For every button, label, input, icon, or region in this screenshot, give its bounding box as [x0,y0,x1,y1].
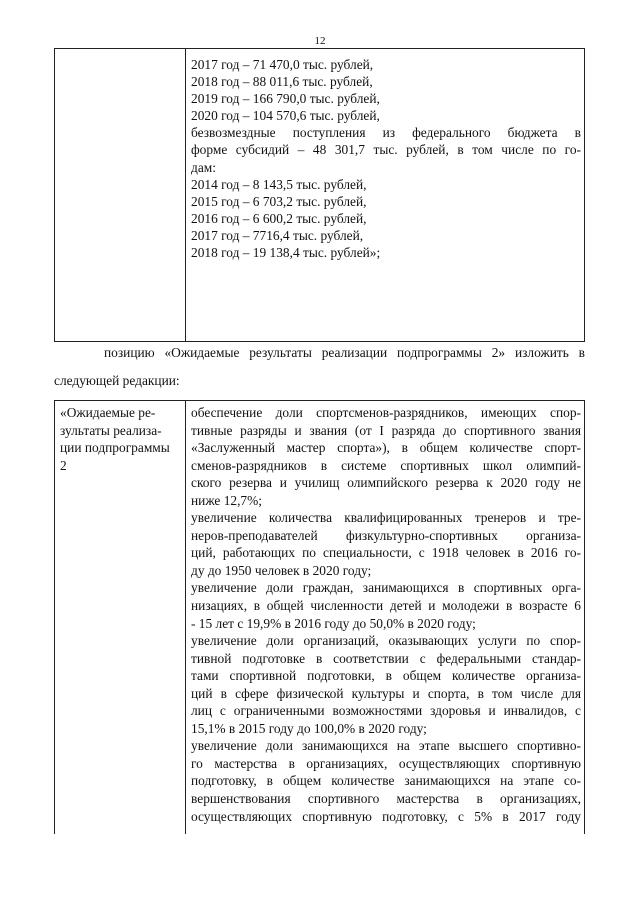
result-line: увеличение доли организаций, оказывающих услуги по спор- [191,633,581,649]
result-line: подготовку, в общем количестве занимающихся на этапе со- [191,773,581,789]
funding-line: 2018 год – 19 138,4 тыс. рублей»; [191,245,381,261]
funding-line: 2017 год – 7716,4 тыс. рублей, [191,227,364,243]
funding-line: 2014 год – 8 143,5 тыс. рублей, [191,176,367,192]
label-line: 2 [60,457,67,473]
result-line: ций, работающих по специальности, с 1918 человек в 2016 го- [191,545,581,561]
expected-results-label [60,404,184,474]
funding-table-right-cell [191,56,581,261]
result-line: увеличение количества квалифицированных тренеров и тре- [191,510,581,526]
funding-line: 2019 год – 166 790,0 тыс. рублей, [191,91,380,107]
result-line: тами спортивной подготовки, в общем количестве организа- [191,668,581,684]
expected-results-content [191,404,581,825]
result-line: ду до 1950 человек в 2020 году; [191,562,372,578]
funding-table-left-cell [55,49,186,341]
label-line: зультаты реализа- [60,422,162,438]
label-line: ции подпрограммы [60,440,170,456]
funding-line: 2016 год – 6 600,2 тыс. рублей, [191,210,367,226]
amendment-paragraph-line-2: следующей редакции: [54,373,180,388]
result-line: «Заслуженный мастер спорта»), в общем количестве спорт- [191,440,581,456]
funding-line: 2018 год – 88 011,6 тыс. рублей, [191,74,373,90]
result-line: низациях, в общей численности детей и молодежи в возрасте 6 [191,598,581,614]
result-line: обеспечение доли спортсменов-разрядников, имеющих спор- [191,405,581,420]
expected-results-table [54,400,585,834]
result-line: ского резерва и училищ олимпийского резерва к 2020 году не [191,475,581,491]
result-line: сменов-разрядников в системе спортивных школ олимпий- [191,457,581,473]
result-line: ниже 12,7%; [191,492,263,508]
result-line: тивные разряды и звания (от I разряда до спортивного звания [191,422,581,438]
funding-line: 2017 год – 71 470,0 тыс. рублей, [191,57,374,72]
result-line: увеличение доли граждан, занимающихся в спортивных орга- [191,580,581,596]
funding-line: 2020 год – 104 570,6 тыс. рублей, [191,108,380,124]
amendment-paragraph [54,344,585,390]
result-line: неров-преподавателей физкультурно-спортивных организа- [191,527,581,543]
result-line: осуществляющих спортивную подготовку, с 5% в 2017 году [191,808,581,824]
result-line: го мастерства в организациях, осуществляющих спортивную [191,755,581,771]
page-number: 12 [314,35,326,47]
label-line: «Ожидаемые ре- [60,405,156,420]
funding-line: 2015 год – 6 703,2 тыс. рублей, [191,193,367,209]
result-line: ций в сфере физической культуры и спорта, в том числе для [191,685,581,701]
result-line: 15,1% в 2015 году до 100,0% в 2020 году; [191,720,427,736]
result-line: увеличение доли занимающихся на этапе высшего спортивно- [191,738,581,754]
result-line: - 15 лет с 19,9% в 2016 году до 50,0% в 2020 году; [191,615,476,631]
result-line: тивной подготовке в соответствии с федеральными стандар- [191,650,581,666]
funding-line: дам: [191,159,216,175]
result-line: вершенствования спортивного мастерства в организациях, [191,791,581,807]
funding-line: форме субсидий – 48 301,7 тыс. рублей, в том числе по го- [191,142,581,158]
funding-table [54,48,585,342]
result-line: лиц с ограниченными возможностями здоровья и инвалидов, с [191,703,581,719]
amendment-paragraph-line-1: позицию «Ожидаемые результаты реализации подпрограммы 2» изложить в [104,345,585,360]
funding-line: безвозмездные поступления из федерального бюджета в [191,125,581,141]
